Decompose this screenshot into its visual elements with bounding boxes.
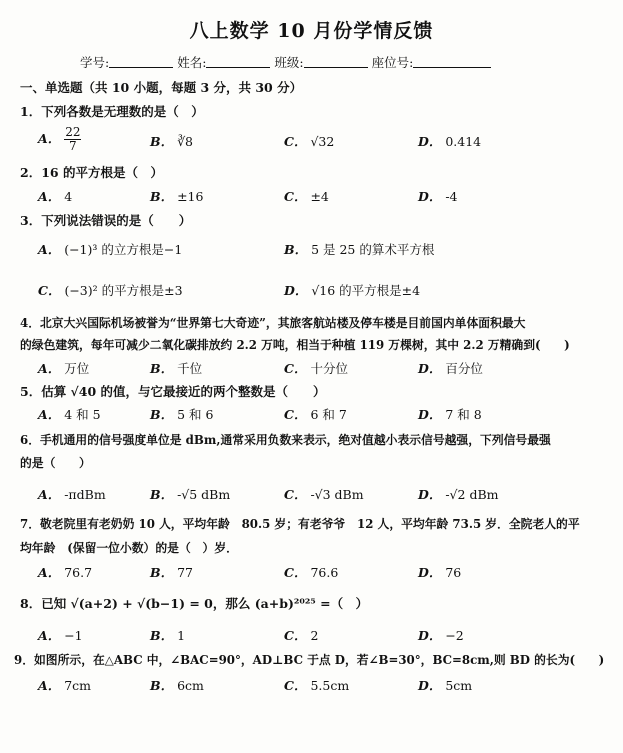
option-letter: B． bbox=[150, 407, 174, 422]
q1-option-c[interactable] bbox=[284, 132, 334, 150]
q9-option-d[interactable] bbox=[418, 676, 472, 694]
q4-option-d[interactable] bbox=[418, 359, 483, 377]
name-blank[interactable] bbox=[206, 55, 270, 68]
q3-option-b[interactable] bbox=[284, 240, 434, 258]
option-text: 百分位 bbox=[445, 361, 483, 376]
option-text: 4 和 5 bbox=[64, 407, 101, 422]
option-letter: D． bbox=[418, 678, 442, 693]
q7-option-a[interactable] bbox=[38, 563, 92, 581]
question-4-stem-line1: 4．北京大兴国际机场被誉为“世界第七大奇迹”，其旅客航站楼及停车楼是目前国内单体面积最大 bbox=[20, 316, 526, 330]
option-text: ±4 bbox=[310, 189, 329, 204]
option-text: 76 bbox=[445, 565, 462, 580]
seat-label: 座位号: bbox=[371, 55, 414, 70]
section-heading: 一、单选题（共 10 小题，每题 3 分，共 30 分） bbox=[20, 80, 303, 95]
student-id-label: 学号: bbox=[80, 55, 110, 70]
q6-option-b[interactable] bbox=[150, 485, 230, 503]
option-text: 76.6 bbox=[310, 565, 339, 580]
q1-option-d[interactable] bbox=[418, 132, 481, 150]
q1-option-a[interactable] bbox=[38, 126, 81, 153]
q9-option-c[interactable] bbox=[284, 676, 349, 694]
option-text: 7 和 8 bbox=[445, 407, 482, 422]
q7-option-c[interactable] bbox=[284, 563, 338, 581]
question-2-stem: 2．16 的平方根是（ ） bbox=[20, 165, 163, 180]
q5-option-d[interactable] bbox=[418, 405, 482, 423]
q8-option-b[interactable] bbox=[150, 626, 185, 644]
q3-option-d[interactable] bbox=[284, 281, 420, 299]
fraction-numerator: 22 bbox=[65, 125, 81, 139]
question-3-stem: 3．下列说法错误的是（ ） bbox=[20, 213, 192, 228]
q4-option-c[interactable] bbox=[284, 359, 348, 377]
question-7-stem-line1: 7．敬老院里有老奶奶 10 人，平均年龄 80.5 岁；有老爷爷 12 人，平均年龄 73.5 岁．全院老人的平 bbox=[20, 517, 580, 531]
question-9-stem: 9．如图所示，在△ABC 中，∠BAC=90°，AD⊥BC 于点 D，若∠B=30°，BC=8cm,则 BD 的长为( ) bbox=[14, 653, 605, 667]
option-letter: C． bbox=[284, 487, 307, 502]
q4-option-b[interactable] bbox=[150, 359, 202, 377]
option-letter: A． bbox=[38, 678, 61, 693]
option-text: 5.5cm bbox=[310, 678, 350, 693]
option-text: 2 bbox=[310, 628, 319, 643]
option-letter: B． bbox=[150, 134, 174, 149]
option-letter: D． bbox=[418, 487, 442, 502]
q3-option-a[interactable] bbox=[38, 240, 182, 258]
option-letter: C． bbox=[284, 678, 307, 693]
q9-option-a[interactable] bbox=[38, 676, 91, 694]
option-letter: D． bbox=[418, 565, 442, 580]
question-4-stem-line2: 的绿色建筑，每年可减少二氧化碳排放约 2.2 万吨，相当于种植 119 万棵树，其中 2.2 万精确到( ) bbox=[20, 338, 570, 352]
q7-option-d[interactable] bbox=[418, 563, 461, 581]
q2-option-c[interactable] bbox=[284, 187, 329, 205]
option-letter: B． bbox=[150, 487, 174, 502]
seat-blank[interactable] bbox=[413, 55, 491, 68]
option-text: √16 的平方根是±4 bbox=[311, 283, 421, 298]
option-letter: C． bbox=[284, 134, 307, 149]
class-label: 班级: bbox=[274, 55, 304, 70]
q2-option-b[interactable] bbox=[150, 187, 203, 205]
option-text: -πdBm bbox=[64, 487, 106, 502]
q4-option-a[interactable] bbox=[38, 359, 89, 377]
option-text: 0.414 bbox=[445, 134, 482, 149]
option-letter: C． bbox=[284, 407, 307, 422]
q7-option-b[interactable] bbox=[150, 563, 193, 581]
student-info-line bbox=[80, 53, 491, 71]
option-letter: B． bbox=[284, 242, 308, 257]
option-text: 十分位 bbox=[310, 361, 348, 376]
q2-option-d[interactable] bbox=[418, 187, 458, 205]
option-text: ±16 bbox=[177, 189, 204, 204]
page-title: 八上数学 10 月份学情反馈 bbox=[189, 20, 434, 42]
option-text: 万位 bbox=[64, 361, 90, 376]
q5-option-a[interactable] bbox=[38, 405, 101, 423]
option-text: 5 和 6 bbox=[177, 407, 214, 422]
q8-option-c[interactable] bbox=[284, 626, 318, 644]
option-letter: B． bbox=[150, 565, 174, 580]
option-letter: B． bbox=[150, 678, 174, 693]
option-letter: D． bbox=[418, 361, 442, 376]
option-letter: C． bbox=[284, 565, 307, 580]
q8-option-a[interactable] bbox=[38, 626, 83, 644]
option-text: -4 bbox=[445, 189, 458, 204]
option-letter: D． bbox=[284, 283, 308, 298]
option-text: 6cm bbox=[177, 678, 204, 693]
option-letter: A． bbox=[38, 131, 61, 146]
q8-option-d[interactable] bbox=[418, 626, 464, 644]
question-5-stem: 5．估算 √40 的值，与它最接近的两个整数是（ ） bbox=[20, 384, 326, 399]
question-6-stem-line2: 的是（ ） bbox=[20, 456, 91, 470]
option-text: -√5 dBm bbox=[177, 487, 231, 502]
option-letter: D． bbox=[418, 134, 442, 149]
option-letter: B． bbox=[150, 361, 174, 376]
option-text: 4 bbox=[64, 189, 73, 204]
option-letter: D． bbox=[418, 628, 442, 643]
fraction bbox=[64, 126, 81, 153]
option-letter: A． bbox=[38, 487, 61, 502]
fraction-denominator: 7 bbox=[69, 139, 77, 153]
option-letter: C． bbox=[38, 283, 61, 298]
name-label: 姓名: bbox=[177, 55, 207, 70]
option-text: 76.7 bbox=[64, 565, 93, 580]
option-letter: A． bbox=[38, 628, 61, 643]
option-letter: A． bbox=[38, 565, 61, 580]
option-letter: D． bbox=[418, 189, 442, 204]
option-letter: D． bbox=[418, 407, 442, 422]
q1-option-b[interactable] bbox=[150, 132, 193, 150]
option-letter: B． bbox=[150, 628, 174, 643]
q5-option-c[interactable] bbox=[284, 405, 347, 423]
option-text: 5 是 25 的算术平方根 bbox=[311, 242, 435, 257]
option-text: −1 bbox=[64, 628, 83, 643]
option-letter: A． bbox=[38, 361, 61, 376]
q6-option-d[interactable] bbox=[418, 485, 498, 503]
q6-option-c[interactable] bbox=[284, 485, 364, 503]
q6-option-a[interactable] bbox=[38, 485, 106, 503]
question-6-stem-line1: 6．手机通用的信号强度单位是 dBm,通常采用负数来表示，绝对值越小表示信号越强，下列信号最强 bbox=[20, 433, 551, 447]
q2-option-a[interactable] bbox=[38, 187, 72, 205]
option-letter: A． bbox=[38, 242, 61, 257]
option-text: √32 bbox=[310, 134, 335, 149]
option-letter: A． bbox=[38, 407, 61, 422]
option-text: −2 bbox=[445, 628, 464, 643]
option-text: 千位 bbox=[177, 361, 203, 376]
option-letter: A． bbox=[38, 189, 61, 204]
option-text: 77 bbox=[177, 565, 193, 580]
option-letter: C． bbox=[284, 361, 307, 376]
question-8-stem: 8．已知 √(a+2) + √(b−1) = 0，那么 (a+b)²⁰²⁵ =（ ） bbox=[20, 596, 369, 611]
option-text: 6 和 7 bbox=[310, 407, 347, 422]
option-text: 1 bbox=[177, 628, 186, 643]
q9-option-b[interactable] bbox=[150, 676, 204, 694]
option-text: 7cm bbox=[64, 678, 91, 693]
student-id-blank[interactable] bbox=[109, 55, 173, 68]
class-blank[interactable] bbox=[304, 55, 368, 68]
option-text: (−3)² 的平方根是±3 bbox=[64, 283, 183, 298]
q5-option-b[interactable] bbox=[150, 405, 213, 423]
option-letter: B． bbox=[150, 189, 174, 204]
option-text: 5cm bbox=[445, 678, 473, 693]
option-text: -√2 dBm bbox=[445, 487, 499, 502]
option-text: -√3 dBm bbox=[310, 487, 364, 502]
q3-option-c[interactable] bbox=[38, 281, 183, 299]
option-text: ∛8 bbox=[177, 134, 193, 149]
question-1-stem: 1．下列各数是无理数的是（ ） bbox=[20, 104, 204, 119]
option-letter: C． bbox=[284, 189, 307, 204]
question-7-stem-line2: 均年龄 (保留一位小数）的是（ ）岁． bbox=[20, 541, 238, 555]
option-letter: C． bbox=[284, 628, 307, 643]
option-text: (−1)³ 的立方根是−1 bbox=[64, 242, 183, 257]
